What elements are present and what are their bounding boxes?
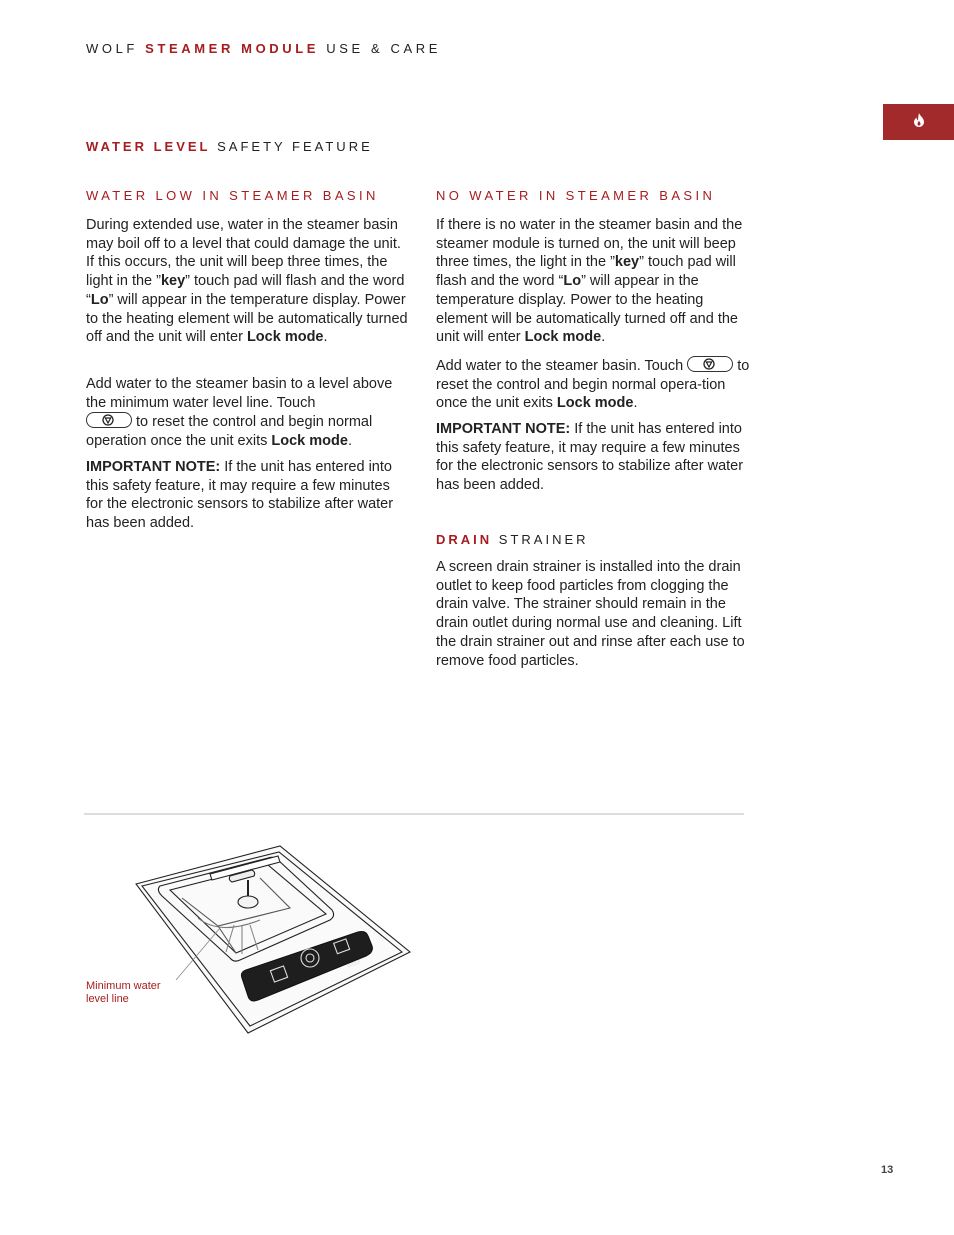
text: to reset the control and begin normal operation once the unit exits [86, 414, 373, 450]
text: Add water to the steamer basin to a level above the minimum water level line. Touch [86, 376, 393, 411]
flame-icon [913, 113, 925, 132]
text: . [347, 433, 352, 450]
header-suffix: USE & CARE [326, 41, 442, 56]
lock-mode-term: Lock mode [556, 395, 634, 412]
right-heading: NO WATER IN STEAMER BASIN [436, 188, 716, 203]
section-tab [883, 104, 954, 140]
header-product: STEAMER MODULE [145, 41, 320, 56]
lo-term: Lo [563, 273, 582, 290]
right-paragraph-2 [436, 356, 758, 413]
section-title [86, 139, 373, 154]
text: Add water to the steamer basin. Touch [436, 358, 688, 374]
lo-term: Lo [90, 291, 109, 308]
text: If the unit has entered into this safety feature, it may require a few minutes for the electronic sensors to stabilize after water has been added. [86, 459, 394, 532]
steamer-illustration [130, 840, 420, 1045]
text: to reset the control and begin normal opera-tion once the unit exits [436, 358, 750, 412]
text: ” will appear in the temperature display. Power to the heating element will be automatically turned off and the unit will enter [436, 273, 738, 346]
running-header [86, 41, 441, 56]
important-note-label: IMPORTANT NOTE: [436, 421, 571, 437]
left-paragraph-2 [86, 375, 408, 451]
text: . [601, 329, 606, 346]
left-heading: WATER LOW IN STEAMER BASIN [86, 188, 379, 203]
callout-line-1: Minimum water [86, 980, 161, 992]
text: If the unit has entered into this safety feature, it may require a few minutes for the electronic sensors to stabilize after water has been added. [436, 421, 744, 494]
section-title-bold: WATER LEVEL [86, 139, 211, 154]
key-pad-icon [86, 412, 132, 428]
text: If there is no water in the steamer basin and the steamer module is turned on, the unit will beep three times, the light in the ” [436, 217, 743, 271]
lock-mode-term: Lock mode [524, 329, 602, 346]
lock-mode-term: Lock mode [271, 433, 348, 450]
drain-paragraph: A screen drain strainer is installed into the drain outlet to keep food particles from clogging the drain valve. The strainer should remain in the drain outlet during normal use and cleaning. Lift the drain strainer out and rinse after each use to remove food particles. [436, 559, 745, 669]
text: ” touch pad will flash and the word “ [86, 273, 405, 308]
key-term: key [614, 254, 640, 271]
text: ” touch pad will flash and the word “ [436, 254, 736, 290]
lock-mode-term: Lock mode [246, 329, 324, 346]
drain-heading-rest: STRAINER [498, 532, 589, 547]
key-pad-icon [687, 356, 733, 372]
key-term: key [160, 273, 186, 290]
text: . [633, 395, 638, 412]
left-paragraph-1 [86, 216, 408, 347]
right-paragraph-1 [436, 216, 758, 347]
page-number: 13 [881, 1164, 894, 1176]
right-paragraph-3 [436, 420, 758, 495]
panel-brand: WOLF [346, 958, 363, 970]
left-paragraph-3 [86, 458, 408, 533]
section-title-rest: SAFETY FEATURE [217, 139, 373, 154]
drain-heading [436, 532, 589, 547]
text: . [323, 329, 328, 346]
divider-rule [84, 813, 744, 815]
callout-line-2: level line [86, 993, 129, 1005]
callout-label [86, 980, 186, 1006]
important-note-label: IMPORTANT NOTE: [86, 459, 221, 475]
header-brand: WOLF [86, 41, 138, 56]
text: During extended use, water in the steamer basin may boil off to a level that could damage the unit. If this occurs, the unit will beep three times, the light in the ” [86, 217, 401, 290]
drain-heading-bold: DRAIN [436, 532, 493, 547]
text: ” will appear in the temperature display. Power to the heating element will be automatically turned off and the unit will enter [86, 291, 408, 346]
